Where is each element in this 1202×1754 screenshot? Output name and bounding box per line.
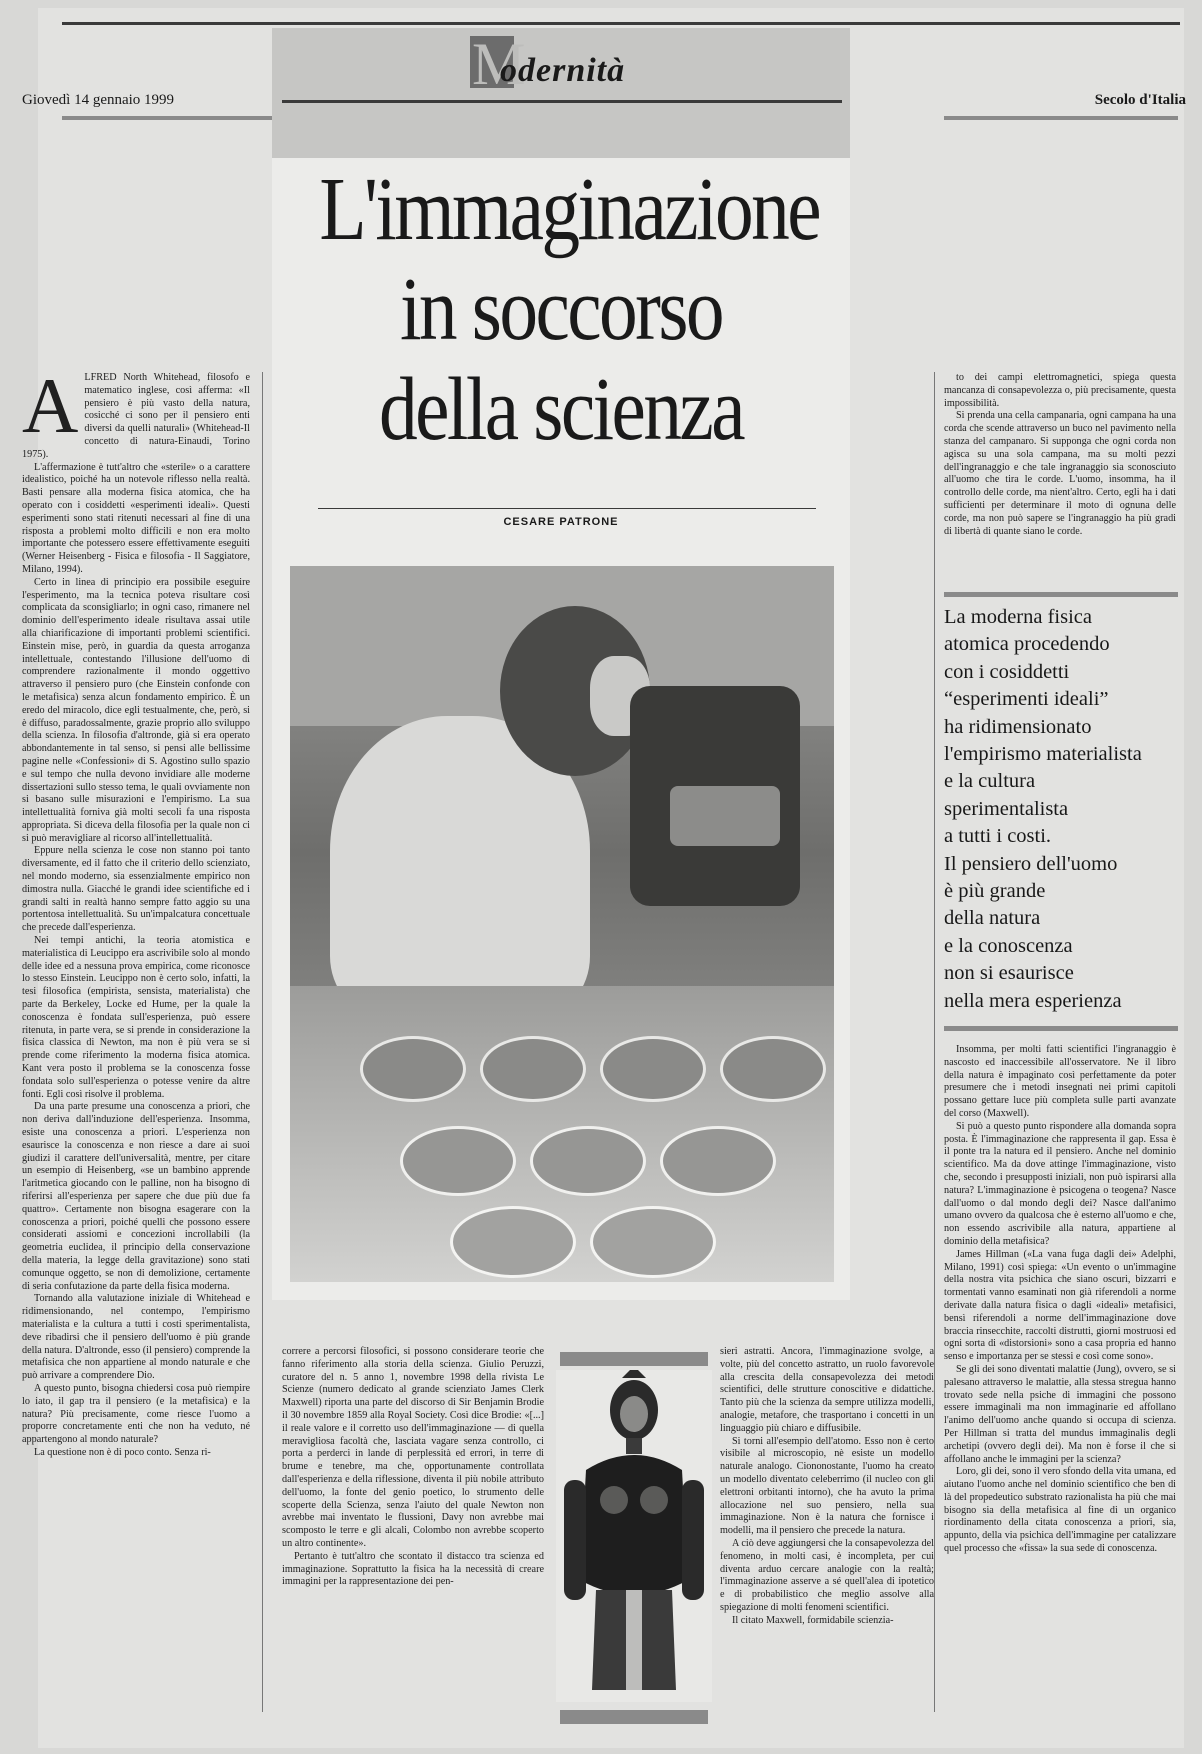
headline <box>319 160 820 460</box>
byline: CESARE PATRONE <box>503 516 619 528</box>
pullquote <box>944 604 1184 1015</box>
newspaper-name: Secolo d'Italia <box>1094 92 1186 108</box>
top-rule <box>62 22 1180 25</box>
paragraph: Certo in linea di principio era possibile eseguire l'esperimento, ma la tecnica poteva risultare così complicata da sconsigliarlo; in ogni caso, rimanere nel dominio dell'esperimento ideale risultava assai utile alla chiarificazione di importanti problemi scientifici. Einstein mise, però, in guardia da questa arroganza intellettuale, contestando l'illusione dell'uomo di comprendere razionalmente il mondo oggettivo attraverso il pensiero puro (che Einstein confonde con le metafisica) senza alcun fondamento empirico. È un eredo del miracolo, dice egli testualmente, che, però, si è diffuso, paradossalmente, grazie proprio allo sviluppo della scienza. In filosofia d'altronde, già si era operato abbondantemente in tal senso, si pensi alle bellissime pagine nelle «Confessioni» di S. Agostino sullo spazio e sul tempo che nulla devono invidiare alle moderne dissertazioni sullo stesso tema, le quali ovviamente non si basano sulle misurazioni e l'empirismo. La sua intellettualità forniva già molti secoli fa una risposta appropriata. Si diceva della filosofia per la quale non ci si può meravigliare al ricorso all'intellettualità. <box>22 576 250 844</box>
section-rule <box>282 100 842 103</box>
pullquote-line: La moderna fisica <box>944 606 1092 628</box>
pullquote-line: sperimentalista <box>944 797 1069 820</box>
paragraph: correre a percorsi filosofici, si possono considerare teorie che fanno riferimento alla storia della scienza. Giulio Peruzzi, curatore del n. 5 anno 1, novembre 1998 della rivista Le Scienze (numero dedicato al grande scienziato James Clerk Maxwell) riporta una parte del discorso di Sir Benjamin Brodie il 30 novembre 1859 alla Royal Society. Così dice Brodie: «[...] il reale valore e il corretto uso dell'immaginazione — di quella meravigliosa facoltà che, lasciata vagare senza controllo, ci porta a perderci in lande di perplessità ed errori, in terre di brume e tenebre, ma che, opportunamente controllata dall'esperienza e della riflessione, diventa il più nobile attributo dell'uomo, la fonte del genio poetico, lo strumento delle scoperte della Scienza, senza l'aiuto del quale Newton non avrebbe mai inventato le flussioni, Davy non avrebbe mai scomposto le terre e gli alcali, Colombo non avrebbe scoperto un altro continente». <box>282 1346 544 1549</box>
pullquote-line: ha ridimensionato <box>944 715 1092 738</box>
headline-line-3: della scienza <box>379 360 743 459</box>
dropcap: A <box>22 372 79 449</box>
article-column-center-b <box>720 1346 934 1734</box>
pullquote-line: atomica procedendo <box>944 633 1110 656</box>
illustration-rule-top <box>560 1352 708 1366</box>
pullquote-line: non si esaurisce <box>944 962 1074 985</box>
paragraph: Da una parte presume una conoscenza a priori, che non deriva dall'induzione dell'esperienza. Insomma, esiste una conoscenza a priori. L'esperienza non esaurisce la conoscenza e non riesce a dare ai suoi giudizi il carattere dell'universalità, mentre, per citare un esempio di Heisenberg, «se un bambino apprende l'aritmetica giocando con le palline, non ha bisogno di riferirsi all'esperienza per sapere che due più due fa quattro». Certamente non bisogna esagerare con la conoscenza a priori, poiché quelli che possono essere considerati assiomi e concezioni incrollabili (la geometria euclidea, il principio della conservazione della materia, la legge della gravitazione) sono stati comunque oggetto, se non di demolizione, certamente di seria confutazione da parte della fisica moderna. <box>22 1101 250 1292</box>
illustration-rule-bottom <box>560 1710 708 1724</box>
paragraph: Si torni all'esempio dell'atomo. Esso non è certo visibile al microscopio, nè esiste un modello naturale analogo. Ciononostante, l'uomo ha creato un modello diventato celeberrimo (il nucleo con gli elettroni orbitanti intorno), che ha avuto la prima allocazione nel suo pensiero, nella sua immaginazione. Non è la natura che fornisce i modelli, ma il pensiero che precede la natura. <box>720 1435 934 1537</box>
paragraph: Insomma, per molti fatti scientifici l'ingranaggio è nascosto ed inaccessibile all'osservatore. Ne il libro della natura è impaginato così perfettamente da poter presumere che i metodi insegnati nei primi capitoli possano gettare luce più completa sulle parti avanzate del corso (Maxwell). <box>944 1044 1176 1119</box>
headline-line-2: in soccorso <box>399 260 722 359</box>
top-rule-right <box>944 116 1178 120</box>
pullquote-line: e la cultura <box>944 770 1036 793</box>
pullquote-line: Il pensiero dell'uomo <box>944 852 1118 875</box>
pullquote-rule-bottom <box>944 1026 1178 1031</box>
article-column-left <box>22 372 250 1684</box>
pullquote-line: e la conoscenza <box>944 934 1073 957</box>
paragraph: Nei tempi antichi, la teoria atomistica e materialistica di Leucippo era ascrivibile solo al mondo delle idee ed a nessuna prova empirica, come riconosce lo stesso Einstein. Leucippo non è certo solo, infatti, la tesi filosofica (empirista, sensista, materialista) che parte da Berkeley, Locke ed Hume, per la quale la conoscenza è fondata sull'esperienza, può essere ritenuta, in parte vera, se si prende in considerazione la fisica classica di Newton, ma non è più vera se si prende come riferimento la moderna fisica atomica. Kant vera posto il problema se la conoscenza fosse fondata solo sull'esperienza o potesse venire da altre fonti. Egli così risolve il problema. <box>22 935 250 1100</box>
paragraph: LFRED North Whitehead, filosofo e matematico inglese, così afferma: «Il pensiero è più vasto della natura, cosicché ci sono per il pensiero enti diversi da quelli naturali» (Whitehead-Il concetto di natura-Einaudi, Torino 1975). <box>22 372 250 460</box>
robot-figure-illustration <box>556 1370 712 1702</box>
pullquote-line: nella mera esperienza <box>944 989 1122 1012</box>
article-column-center-a <box>282 1346 544 1734</box>
paragraph: to dei campi elettromagnetici, spiega questa mancanza di consapevolezza o, più precisamente, questa impossibilità. <box>944 372 1176 409</box>
headline-line-1: L'immaginazione <box>319 160 820 259</box>
section-band <box>272 28 850 158</box>
paragraph: L'affermazione è tutt'altro che «sterile» o a carattere idealistico, poiché ha un notevole riflesso nella realtà. Basti pensare alla moderna fisica atomica, che ha operato con i cosiddetti «esperimenti ideali». Questi esperimenti sono stati ritenuti necessari al fine di una risposta a problemi molto difficili e non era molto importante che potessero essere effettivamente eseguiti (Werner Heisenberg - Fisica e filosofia - Il Saggiatore, Milano, 1994). <box>22 461 250 575</box>
paragraph: Eppure nella scienza le cose non stanno poi tanto diversamente, ed il fatto che il criterio dello scienziato, nel mondo moderno, sia essenzialmente empirico non dimostra nulla. Giacché le grandi idee scientifiche ed i grandi salti in realtà hanno sempre fatto aggio su una portentosa intellettualità. Su un'impalcatura concettuale che precede dall'esperienza. <box>22 845 250 934</box>
issue-date: Giovedì 14 gennaio 1999 <box>22 92 175 108</box>
paragraph: Si prenda una cella campanaria, ogni campana ha una corda che scende attraverso un buco nel pavimento nella stanza del campanaro. Si supponga che ogni corda non agisca su una sola campana, ma su molti pezzi dell'ingranaggio e che tale ingranaggio sia sconosciuto all'uomo che tira le corde. L'uomo, insomma, ha il controllo delle corde, ma nient'altro. Certo, egli ha i dati sufficienti per determinare il moto di ognuna delle corde, ma non può sapere se l'ingranaggio ha più gradi di libertà di quante siano le corde. <box>944 410 1176 537</box>
pullquote-line: è più grande <box>944 880 1046 903</box>
pullquote-line: l'empirismo materialista <box>944 743 1142 766</box>
section-title: odernità <box>500 52 626 89</box>
paragraph: James Hillman («La vana fuga dagli dei» Adelphi, Milano, 1991) così spiega: «Un evento o un'immagine della nostra vita psichica che siano oscuri, bizzarri e tormentati vanno esaminati non già riferendoli a norme derivate dalla natura fisica o dagli «ideali» metafisici, bensì riferendoli a norme dell'immaginazione dove braccia rinsecchite, raccolti distrutti, giorni mostruosi ed ogni sorta di «distorsioni» sono a casa propria ed hanno senso e importanza per se stessi e così come sono». <box>944 1248 1176 1363</box>
byline-rule <box>318 508 816 509</box>
paragraph: Tornando alla valutazione iniziale di Whitehead e ridimensionando, nel contempo, l'empirismo materialista e la cultura a tutti i costi sperimentalista, deve ribadirsi che il pensiero dell'uomo è più grande della natura. D'altronde, esso (il pensiero) comprende la metafisica che non appartiene al mondo naturale e che può arrivare a comprendere Dio. <box>22 1293 250 1382</box>
article-column-right-bottom <box>944 1044 1176 1736</box>
pullquote-line: “esperimenti ideali” <box>944 688 1109 711</box>
section-initial: M <box>472 31 526 97</box>
paragraph: Loro, gli dei, sono il vero sfondo della vita umana, ed aiutano l'uomo anche nel dominio scientifico che ben di là del propedeutico substrato razionalista ha più che mai bisogno sia della metafisica al fine di un organico riordinamento della citata conoscenza a priori, sia, appunto, della via psichica dell'immagine per catalizzare quel processo che «fissa» la sua sede di conoscenza. <box>944 1466 1176 1555</box>
scientist-microscope-photo <box>290 566 834 1282</box>
pullquote-line: con i cosiddetti <box>944 660 1070 683</box>
paragraph: La questione non è di poco conto. Senza ri- <box>34 1446 211 1458</box>
pullquote-line: a tutti i costi. <box>944 825 1052 848</box>
paragraph: Si può a questo punto rispondere alla domanda sopra posta. È l'immaginazione che rappresenta il gap. Essa è il ponte tra la natura ed il pensiero. Anche nel dominio scientifico. Ma da dove attinge l'immaginazione, visto che, secondo i presupposti iniziali, non può ispirarsi alla natura? L'immaginazione è psicogena o teogena? Nasce dall'uomo o dal mondo degli dei? Nasce dall'animo umano ovvero da qualcosa che è esterno all'uomo e che, non essendo ascrivibile alla natura, appartiene al dominio della metafisica? <box>944 1120 1176 1247</box>
paragraph: A questo punto, bisogna chiedersi cosa può riempire lo iato, il gap tra il pensiero (e la metafisica) e la natura? Più precisamente, come riesce l'uomo a proporre concretamente enti che non ha veduto, né appartengono al mondo naturale? <box>22 1382 250 1446</box>
paragraph: sieri astratti. Ancora, l'immaginazione svolge, a volte, più del concetto astratto, un ruolo favorevole alla crescita della consapevolezza dei metodi scientifici, delle strutture conoscitive e didattiche. Tanto più che la scienza da sempre utilizza modelli, analogie, metafore, che trasportano i concetti in un linguaggio più chiaro e diffusibile. <box>720 1346 934 1434</box>
paragraph: Se gli dei sono diventati malattie (Jung), ovvero, se si palesano attraverso le malattie, alla stessa stregua hanno trovato sede nella psiche di immagini che possono essere immaginali ma non immaginarie ed affollano l'animo dell'uomo anche quando si occupa di scienza. Per Hillman si tratta del mundus immaginalis degli archetipi (ovvero degli dei). Ma non è forse il che si affollano anche le immagini per la scienza? <box>944 1363 1176 1465</box>
pullquote-rule-top <box>944 592 1178 597</box>
column-divider <box>262 372 263 1712</box>
paragraph: A ciò deve aggiungersi che la consapevolezza del fenomeno, in molti casi, è incompleta, per cui diventa arduo cercare analogie con la realtà; l'immaginazione asserve a sé quell'alea di ipotetico e di probabilistico che meglio assolve alla spiegazione di molti fenomeni scientifici. <box>720 1537 934 1613</box>
column-divider <box>934 372 935 1712</box>
paragraph: Pertanto è tutt'altro che scontato il distacco tra scienza ed immaginazione. Soprattutto la fisica ha la necessità di creare immagini per la rappresentazione dei pen- <box>282 1550 544 1588</box>
pullquote-line: della natura <box>944 907 1041 930</box>
top-rule-left <box>62 116 272 120</box>
article-column-right-top <box>944 372 1176 574</box>
paragraph: Il citato Maxwell, formidabile scienzia- <box>732 1614 894 1626</box>
